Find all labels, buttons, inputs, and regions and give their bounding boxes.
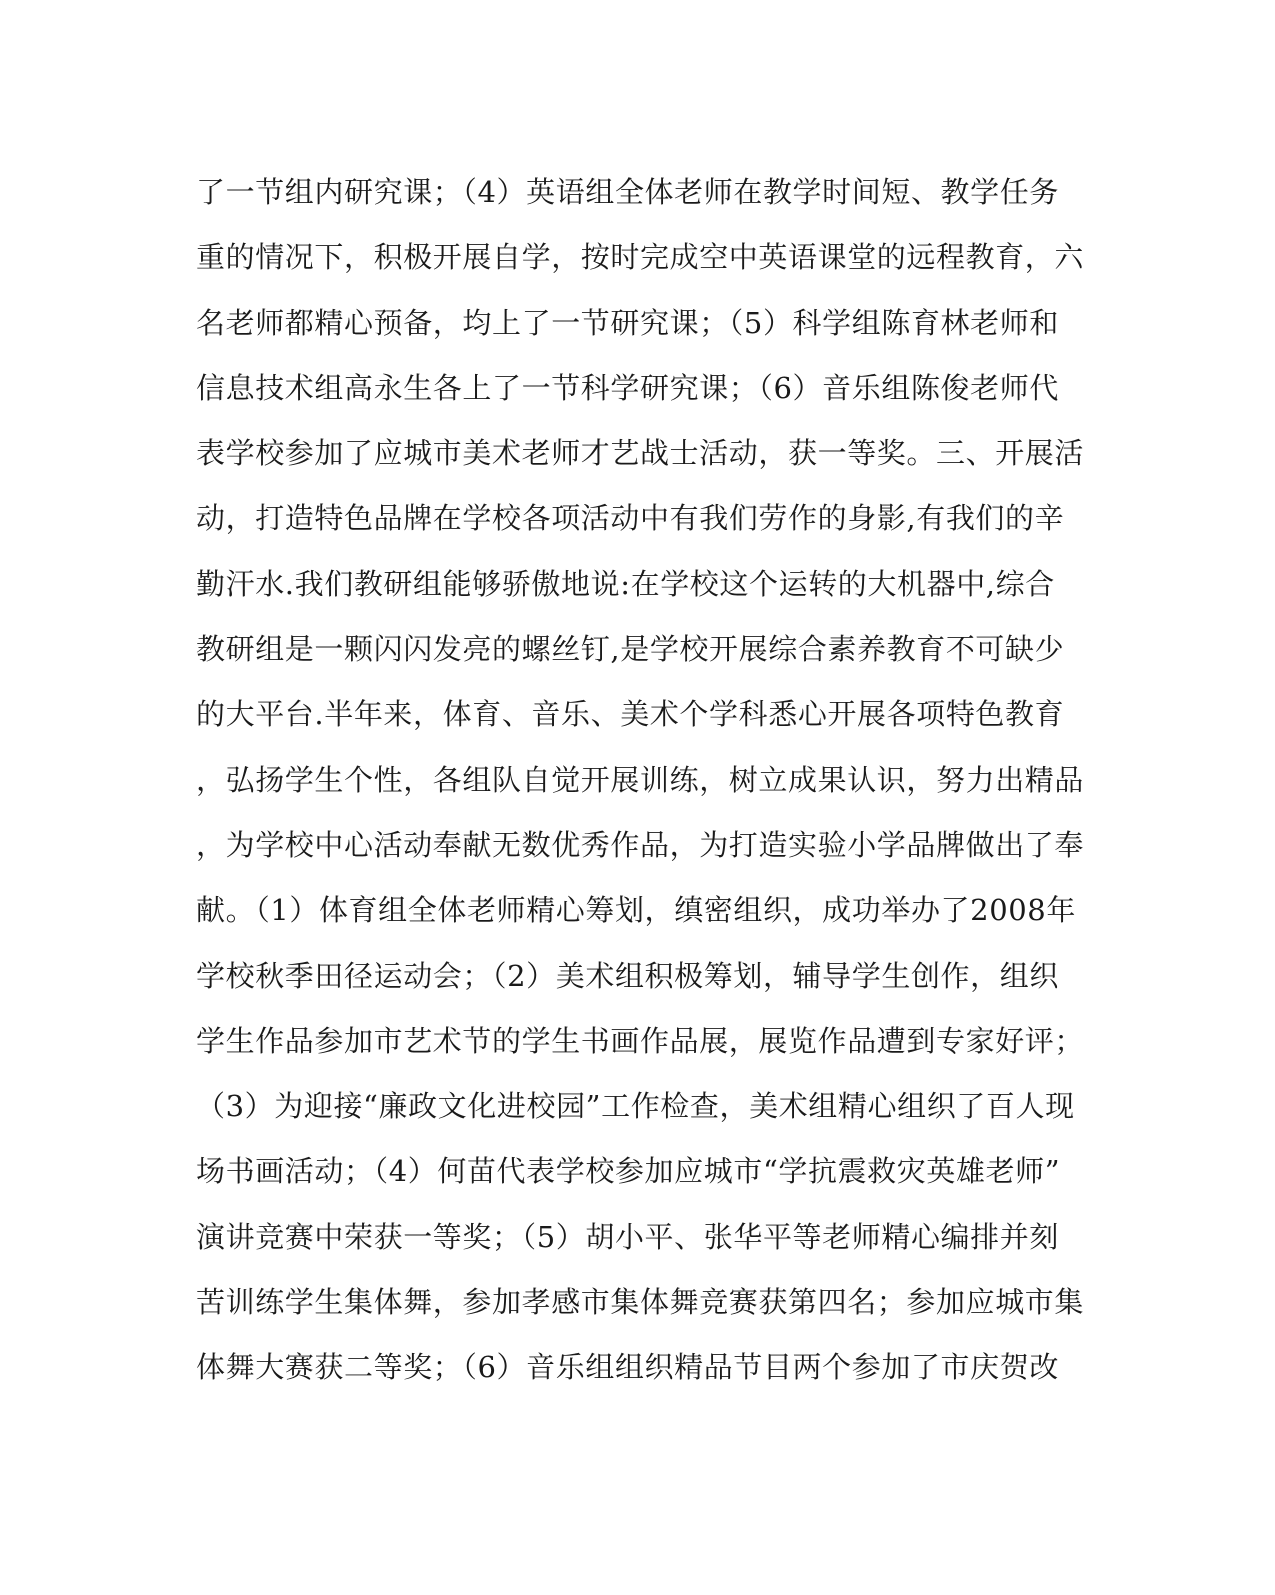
text-line: 了一节组内研究课；（4）英语组全体老师在教学时间短、教学任务 <box>196 175 1059 209</box>
text-line: 体舞大赛获二等奖；（6）音乐组组织精品节目两个参加了市庆贺改 <box>196 1350 1059 1385</box>
text-line: 的大平台.半年来，体育、音乐、美术个学科悉心开展各项特色教育 <box>196 697 1065 732</box>
text-line: （3）为迎接“廉政文化进校园”工作检查，美术组精心组织了百人现 <box>196 1089 1075 1124</box>
text-line: 动，打造特色品牌在学校各项活动中有我们劳作的身影,有我们的辛 <box>196 501 1065 536</box>
text-line: 演讲竞赛中荣获一等奖；（5）胡小平、张华平等老师精心编排并刻 <box>196 1219 1059 1254</box>
text-line: 教研组是一颗闪闪发亮的螺丝钉,是学校开展综合素养教育不可缺少 <box>196 632 1065 667</box>
text-line: 重的情况下，积极开展自学，按时完成空中英语课堂的远程教育，六 <box>196 240 1085 275</box>
text-line: ，为学校中心活动奉献无数优秀作品，为打造实验小学品牌做出了奉 <box>196 827 1085 862</box>
text-line: 献。（1）体育组全体老师精心筹划，缜密组织，成功举办了2008年 <box>196 893 1076 928</box>
text-line: 表学校参加了应城市美术老师才艺战士活动，获一等奖。三、开展活 <box>196 436 1085 471</box>
text-line: 苦训练学生集体舞，参加孝感市集体舞竞赛获第四名；参加应城市集 <box>196 1285 1085 1320</box>
body-text <box>196 164 1085 1405</box>
text-line: 场书画活动；（4）何苗代表学校参加应城市“学抗震救灾英雄老师” <box>196 1154 1061 1189</box>
text-line: 学校秋季田径运动会；（2）美术组积极筹划，辅导学生创作，组织 <box>196 958 1059 993</box>
text-line: 勤汗水.我们教研组能够骄傲地说:在学校这个运转的大机器中,综合 <box>196 566 1055 601</box>
text-line: ，弘扬学生个性，各组队自觉开展训练，树立成果认识，努力出精品 <box>196 762 1085 797</box>
text-line: 名老师都精心预备，均上了一节研究课；（5）科学组陈育林老师和 <box>196 305 1059 340</box>
text-line: 信息技术组高永生各上了一节科学研究课；（6）音乐组陈俊老师代 <box>196 370 1059 405</box>
text-line: 学生作品参加市艺术节的学生书画作品展，展览作品遭到专家好评； <box>196 1023 1085 1058</box>
